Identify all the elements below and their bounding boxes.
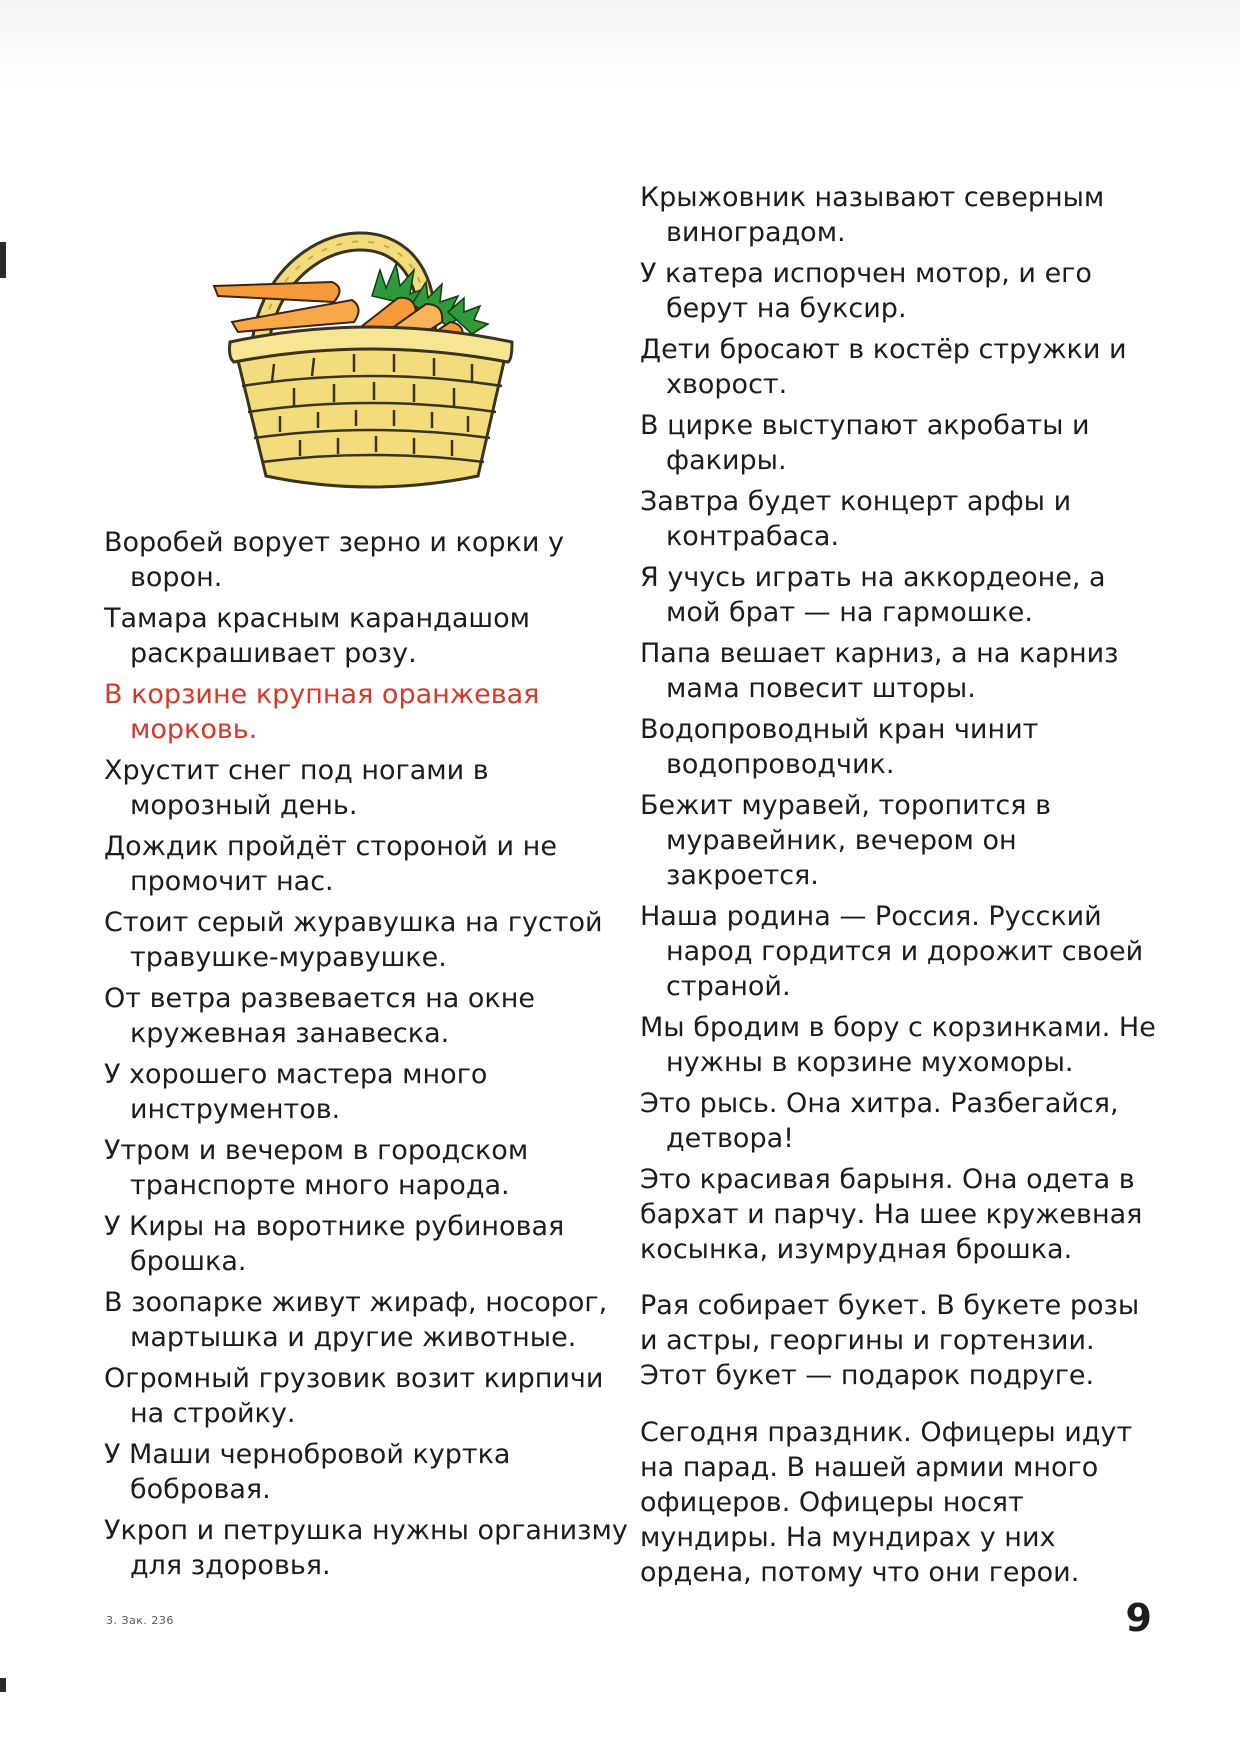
sentence-line: Тамара красным карандашом раскрашивает розу. [104,603,530,669]
print-order-code: 3. Зак. 236 [106,1614,174,1627]
sentence-line: Это рысь. Она хитра. Разбегайся, детвора! [640,1088,1119,1154]
sentence-line: Утром и вечером в городском транспорте много народа. [104,1135,529,1201]
sentence-line: Бежит муравей, торопится в муравейник, вечером он закроется. [640,790,1051,891]
sentence-line: У хорошего мастера много инструментов. [104,1059,488,1125]
sentence-line: В цирке выступают акробаты и факиры. [640,410,1090,476]
sentence-line: Хрустит снег под ногами в морозный день. [104,755,489,821]
sentence-line: Рая собирает букет. В букете розы и астры, георгины и гортензии. Этот букет — подарок подруге. [640,1290,1140,1391]
sentence-line: Это красивая барыня. Она одета в бархат и парчу. На шее кружевная косынка, изумрудная брошка. [640,1164,1143,1265]
sentence-line: Огромный грузовик возит кирпичи на стройку. [104,1363,604,1429]
sentence-line: У катера испорчен мотор, и его берут на буксир. [640,258,1092,324]
sentence-line: Воробей ворует зерно и корки у ворон. [104,527,564,593]
scan-edge-mark [0,1678,6,1692]
sentence-line: Дети бросают в костёр стружки и хворост. [640,334,1127,400]
carrot-basket-icon [212,226,528,516]
sentence-line: Стоит серый журавушка на густой травушке-муравушке. [104,907,603,973]
sentence-line: Я учусь играть на аккордеоне, а мой брат — на гармошке. [640,562,1106,628]
sentence-line: Папа вешает карниз, а на карниз мама повесит шторы. [640,638,1119,704]
sentence-line: Укроп и петрушка нужны организму для здоровья. [104,1515,628,1581]
sentence-line: У Маши чернобровой куртка бобровая. [104,1439,511,1505]
sentence-line: Дождик пройдёт стороной и не промочит нас. [104,831,557,897]
highlighted-sentence: В корзине крупная оранжевая морковь. [104,679,540,745]
sentence-line: Мы бродим в бору с корзинками. Не нужны в корзине мухоморы. [640,1012,1156,1078]
sentence-line: У Киры на воротнике рубиновая брошка. [104,1211,565,1277]
sentence-line: Наша родина — Россия. Русский народ гордится и дорожит своей страной. [640,901,1144,1002]
sentence-line: В зоопарке живут жираф, носорог, мартышка и другие животные. [104,1287,608,1353]
scan-top-shade [0,0,1240,90]
sentence-line: Крыжовник называют северным виноградом. [640,182,1105,248]
scan-edge-mark [0,242,6,278]
sentence-line: Сегодня праздник. Офицеры идут на парад. В нашей армии много офицеров. Офицеры носят мундиры. На мундирах у них ордена, потому что они герои. [640,1417,1133,1588]
page-number: 9 [1125,1596,1152,1640]
sentence-line: От ветра развевается на окне кружевная занавеска. [104,983,535,1049]
sentence-line: Водопроводный кран чинит водопроводчик. [640,714,1039,780]
sentence-line: Завтра будет концерт арфы и контрабаса. [640,486,1072,552]
